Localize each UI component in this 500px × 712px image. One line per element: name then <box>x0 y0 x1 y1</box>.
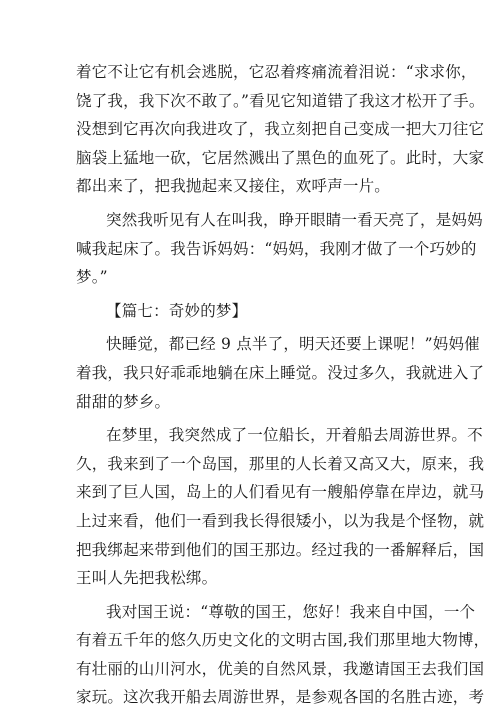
text-line: 王叫人先把我松绑。 <box>76 569 218 588</box>
text-line: 着它不让它有机会逃脱，它忍着疼痛流着泪说：“求求你， <box>76 63 477 81</box>
text-line: 在梦里，我突然成了一位船长，开着船去周游世界。不 <box>106 426 483 445</box>
text-line: 脑袋上猛地一砍，它居然溅出了黑色的血死了。此时，大家 <box>76 148 485 167</box>
text-line: 有着五千年的悠久历史文化的文明古国,我们那里地大物博， <box>76 631 490 650</box>
text-line: 都出来了，把我抛起来又接住，欢呼声一片。 <box>76 177 391 196</box>
text-line: 我对国王说：“尊敬的国王，您好！我来自中国，一个 <box>106 602 476 621</box>
text-line: 久，我来到了一个岛国，那里的人长着又高又大，原来，我 <box>76 454 485 473</box>
document-page <box>76 58 490 712</box>
text-line: 家玩。这次我开船去周游世界，是参观各国的名胜古迹，考 <box>76 688 485 707</box>
text-line: 甜甜的梦乡。 <box>76 392 171 411</box>
text-line: 没想到它再次向我进攻了，我立刻把自己变成一把大刀往它 <box>76 120 485 139</box>
text-line: 着我，我只好乖乖地躺在床上睡觉。没过多久，我就进入了 <box>76 363 485 382</box>
text-line: 【篇七：奇妙的梦】 <box>106 301 248 320</box>
text-line: 喊我起床了。我告诉妈妈：“妈妈，我刚才做了一个巧妙的 <box>76 239 477 258</box>
text-line: 上过来看，他们一看到我长得很矮小，以为我是个怪物，就 <box>76 511 485 530</box>
text-line: 把我绑起来带到他们的国王那边。经过我的一番解释后，国 <box>76 540 485 559</box>
text-line: 饶了我，我下次不敢了。”看见它知道错了我这才松开了手。 <box>76 91 485 110</box>
text-line: 梦。” <box>76 268 108 287</box>
text-line: 快睡觉，都已经 9 点半了，明天还要上课呢！”妈妈催 <box>106 335 480 354</box>
text-line: 突然我听见有人在叫我，睁开眼睛一看天亮了，是妈妈 <box>106 210 483 229</box>
text-line: 来到了巨人国，岛上的人们看见有一艘船停靠在岸边，就马 <box>76 483 485 502</box>
text-line: 有壮丽的山川河水，优美的自然风景，我邀请国王去我们国 <box>76 659 485 678</box>
